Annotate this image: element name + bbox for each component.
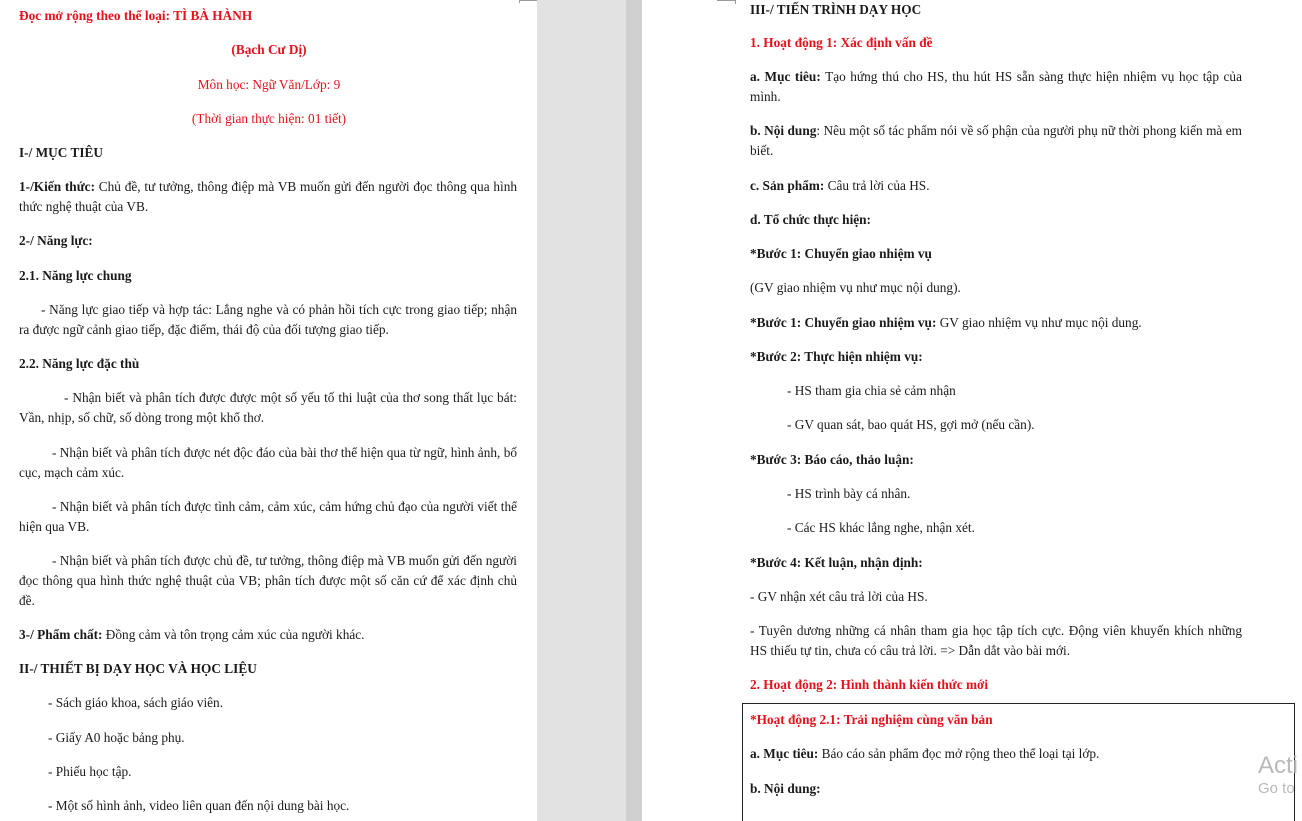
quality-label: 3-/ Phẩm chất: [19,627,103,642]
document-title: Đọc mở rộng theo thể loại: TÌ BÀ HÀNH [19,8,253,23]
knowledge-label: 1-/Kiến thức: [19,179,96,194]
step-3-heading: *Bước 3: Báo cáo, thảo luận: [750,452,914,467]
material-item: - Một số hình ảnh, video liên quan đến nội dung bài học. [48,798,350,813]
product-paragraph [750,176,930,196]
step-4-item: - GV nhận xét câu trả lời của HS. [750,589,928,604]
step-1-note: (GV giao nhiệm vụ như mục nội dung). [750,280,961,295]
organize-heading: d. Tổ chức thực hiện: [750,212,871,227]
step-3-item: - Các HS khác lắng nghe, nhận xét. [787,520,975,535]
step-1-heading: *Bước 1: Chuyển giao nhiệm vụ [750,246,932,261]
goal-label: a. Mục tiêu: [750,69,821,84]
crop-mark [717,0,735,1]
general-competency-text: - Năng lực giao tiếp và hợp tác: Lắng nghe và có phản hồi tích cực trong giao tiếp; nhận ra được ngữ cảnh giao tiếp, đặc điểm, thái độ của đối tượng giao tiếp. [19,302,517,337]
product-text: Câu trả lời của HS. [824,178,930,193]
duration-line: (Thời gian thực hiện: 01 tiết) [191,111,347,126]
step-2-item: - GV quan sát, bao quát HS, gợi mở (nếu cần). [787,417,1035,432]
general-competency-heading: 2.1. Năng lực chung [19,268,132,283]
goal-2-label: a. Mục tiêu: [750,746,819,761]
knowledge-text: Chủ đề, tư tưởng, thông điệp mà VB muốn gửi đến người đọc thông qua hình thức nghệ thuật của VB. [19,179,518,214]
goal-2-text: Báo cáo sản phẩm đọc mở rộng theo thể loại tại lớp. [818,746,1100,761]
goal-text: Tạo hứng thú cho HS, thu hút HS sẵn sàng thực hiện nhiệm vụ học tập của mình. [750,69,1242,104]
activity-1-heading: 1. Hoạt động 1: Xác định vấn đề [750,35,933,50]
step-4-heading: *Bước 4: Kết luận, nhận định: [750,555,923,570]
document-page-right [642,0,1302,821]
material-item: - Giấy A0 hoặc bảng phụ. [48,730,185,745]
watermark-line-2: Go to [1258,780,1295,797]
section-heading-objectives: I-/ MỤC TIÊU [19,145,103,160]
quality-paragraph [19,625,364,645]
section-heading-process: III-/ TIẾN TRÌNH DẠY HỌC [750,2,922,17]
watermark-line-1: Acti [1258,752,1299,779]
document-page-left [0,0,537,821]
crop-mark [519,0,537,1]
content-text: : Nêu một số tác phẩm nói về số phận của người phụ nữ thời phong kiến mà em biết. [750,123,1242,158]
goal-2-paragraph [750,744,1099,764]
knowledge-paragraph [19,177,517,217]
step-2-heading: *Bước 2: Thực hiện nhiệm vụ: [750,349,923,364]
specific-competency-item: - Nhận biết và phân tích được nét độc đáo của bài thơ thể hiện qua từ ngữ, hình ảnh, bố cục, mạch cảm xúc. [19,445,517,480]
content-label: b. Nội dung [750,123,817,138]
step-2-item: - HS tham gia chia sẻ cảm nhận [787,383,956,398]
specific-competency-item: - Nhận biết và phân tích được được một số yếu tố thi luật của thơ song thất lục bát: Vần, nhịp, số chữ, số dòng trong một khổ thơ. [19,390,517,425]
specific-competency-item: - Nhận biết và phân tích được chủ đề, tư tưởng, thông điệp mà VB muốn gửi đến người đọc thông qua hình thức nghệ thuật của VB; phân tích được một số căn cứ để xác định chủ đề. [19,553,517,608]
material-item: - Sách giáo khoa, sách giáo viên. [48,695,224,710]
step-1b-label: *Bước 1: Chuyển giao nhiệm vụ: [750,315,937,330]
activation-watermark [1258,752,1298,798]
activity-2-1-heading: *Hoạt động 2.1: Trải nghiệm cùng văn bản [750,712,993,727]
page-shadow [626,0,642,821]
quality-text: Đồng cảm và tôn trọng cảm xúc của người khác. [102,627,365,642]
crop-mark [735,0,736,4]
step-4-item: - Tuyên dương những cá nhân tham gia học tập tích cực. Động viên khuyến khích những HS thiếu tự tin, chưa có câu trả lời. => Dẫn dắt vào bài mới. [750,623,1242,658]
specific-competency-item: - Nhận biết và phân tích được tình cảm, cảm xúc, cảm hứng chủ đạo của người viết thể hiện qua VB. [19,499,517,534]
product-label: c. Sản phẩm: [750,178,825,193]
author-line: (Bạch Cư Dị) [231,42,307,57]
content-2-label: b. Nội dung: [750,781,821,796]
competency-heading: 2-/ Năng lực: [19,233,93,248]
material-item: - Phiếu học tập. [48,764,132,779]
goal-paragraph [750,67,1242,107]
activity-2-heading: 2. Hoạt động 2: Hình thành kiến thức mới [750,677,989,692]
step-1b-paragraph [750,313,1142,333]
step-1b-text: GV giao nhiệm vụ như mục nội dung. [936,315,1142,330]
section-heading-materials: II-/ THIẾT BỊ DẠY HỌC VÀ HỌC LIỆU [19,661,257,676]
step-3-item: - HS trình bày cá nhân. [787,486,911,501]
content-paragraph [750,121,1242,161]
specific-competency-heading: 2.2. Năng lực đặc thù [19,356,140,371]
subject-grade-line: Môn học: Ngữ Văn/Lớp: 9 [197,77,341,92]
